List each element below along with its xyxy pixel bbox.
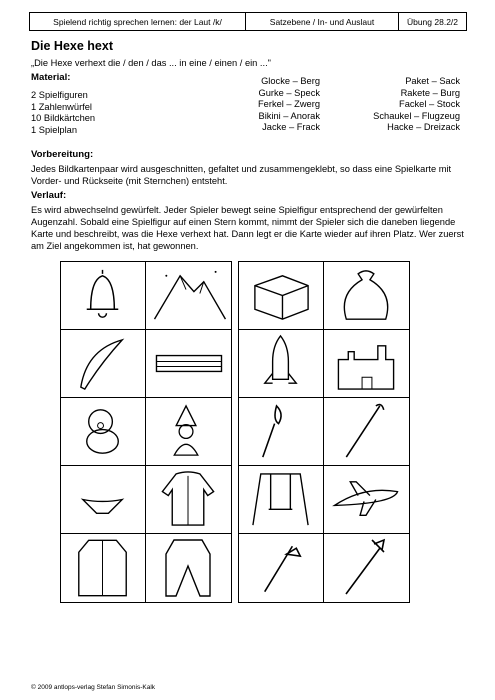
- card: [324, 262, 409, 330]
- card: [324, 466, 409, 534]
- bell-icon: [61, 262, 145, 329]
- card: [324, 534, 409, 602]
- trident-icon: [324, 534, 409, 602]
- word-pair: Glocke – Berg: [261, 76, 320, 86]
- worksheet-header: [29, 12, 467, 31]
- preparation-text: Jedes Bildkartenpaar wird ausgeschnitten, gefaltet und zusammengeklebt, so dass eine Spielkarte mit Vorder- und Rückseite (mit Sternchen) entsteht.: [31, 164, 452, 186]
- cucumber-icon: [61, 330, 145, 397]
- castle-icon: [324, 330, 409, 397]
- card: [61, 398, 146, 466]
- card: [61, 534, 146, 602]
- material-item: 1 Zahlenwürfel: [31, 101, 92, 112]
- mountain-icon: [146, 262, 231, 329]
- copyright-footer: © 2009 antlops-verlag Stefan Simonis-Kalk: [31, 684, 156, 691]
- procedure-text: Es wird abwechselnd gewürfelt. Jeder Spieler bewegt seine Spielfigur entsprechend der gewürfelten Augenzahl. Sobald eine Spielfigur auf einen Stern kommt, nimmt der Spieler sich die daneben liegende Karte und beschreibt, was die Hexe verhext hat. Dann legt er die Karte wieder auf ihren Platz. Wer zuerst am Ziel angekommen ist, hat gewonnen.: [31, 205, 464, 251]
- swing-icon: [239, 466, 323, 533]
- card: [239, 466, 324, 534]
- dwarf-icon: [146, 398, 231, 465]
- airplane-icon: [324, 466, 409, 533]
- instruction-quote: „Die Hexe verhext die / den / das ... in eine / einen / ein ...": [31, 58, 271, 68]
- header-level: Satzebene / In- und Auslaut: [246, 13, 399, 30]
- word-pair: Fackel – Stock: [399, 99, 460, 109]
- word-pair: Hacke – Dreizack: [387, 122, 460, 132]
- bikini-icon: [61, 466, 145, 533]
- page-title: Die Hexe hext: [31, 39, 113, 53]
- sack-icon: [324, 262, 409, 329]
- piglet-icon: [61, 398, 145, 465]
- card: [146, 466, 231, 534]
- rocket-icon: [239, 330, 323, 397]
- material-item: 2 Spielfiguren: [31, 90, 88, 100]
- word-pairs-left: [258, 76, 320, 134]
- word-pair: Schaukel – Flugzeug: [373, 110, 460, 121]
- card: [239, 398, 324, 466]
- word-pair: Rakete – Burg: [400, 87, 460, 98]
- word-pair: Bikini – Anorak: [258, 110, 320, 121]
- anorak-icon: [146, 466, 231, 533]
- bacon-icon: [146, 330, 231, 397]
- word-pair: Jacke – Frack: [262, 122, 320, 132]
- card-grid-left: [60, 261, 232, 603]
- jacket-icon: [61, 534, 145, 602]
- card: [324, 398, 409, 466]
- card: [61, 330, 146, 398]
- word-pair: Gurke – Speck: [258, 87, 320, 98]
- package-icon: [239, 262, 323, 329]
- material-list: [31, 90, 95, 136]
- material-item: 10 Bildkärtchen: [31, 113, 96, 123]
- word-pairs-right: [373, 76, 460, 134]
- torch-icon: [239, 398, 323, 465]
- card: [239, 330, 324, 398]
- card: [61, 466, 146, 534]
- procedure-heading: Verlauf:: [31, 190, 67, 201]
- preparation-heading: Vorbereitung:: [31, 149, 94, 160]
- word-pair: Paket – Sack: [405, 76, 460, 86]
- card: [61, 262, 146, 330]
- word-pair: Ferkel – Zwerg: [258, 99, 320, 109]
- header-course: Spielend richtig sprechen lernen: der Laut /k/: [30, 13, 246, 30]
- hoe-icon: [239, 534, 323, 602]
- header-exercise: Übung 28.2/2: [406, 16, 459, 27]
- card: [324, 330, 409, 398]
- material-heading: Material:: [31, 72, 71, 83]
- card: [239, 534, 324, 602]
- card-grid-right: [238, 261, 410, 603]
- card: [239, 262, 324, 330]
- card: [146, 398, 231, 466]
- card: [146, 330, 231, 398]
- card: [146, 262, 231, 330]
- tailcoat-icon: [146, 534, 231, 602]
- material-item: 1 Spielplan: [31, 124, 78, 135]
- card: [146, 534, 231, 602]
- cane-icon: [324, 398, 409, 465]
